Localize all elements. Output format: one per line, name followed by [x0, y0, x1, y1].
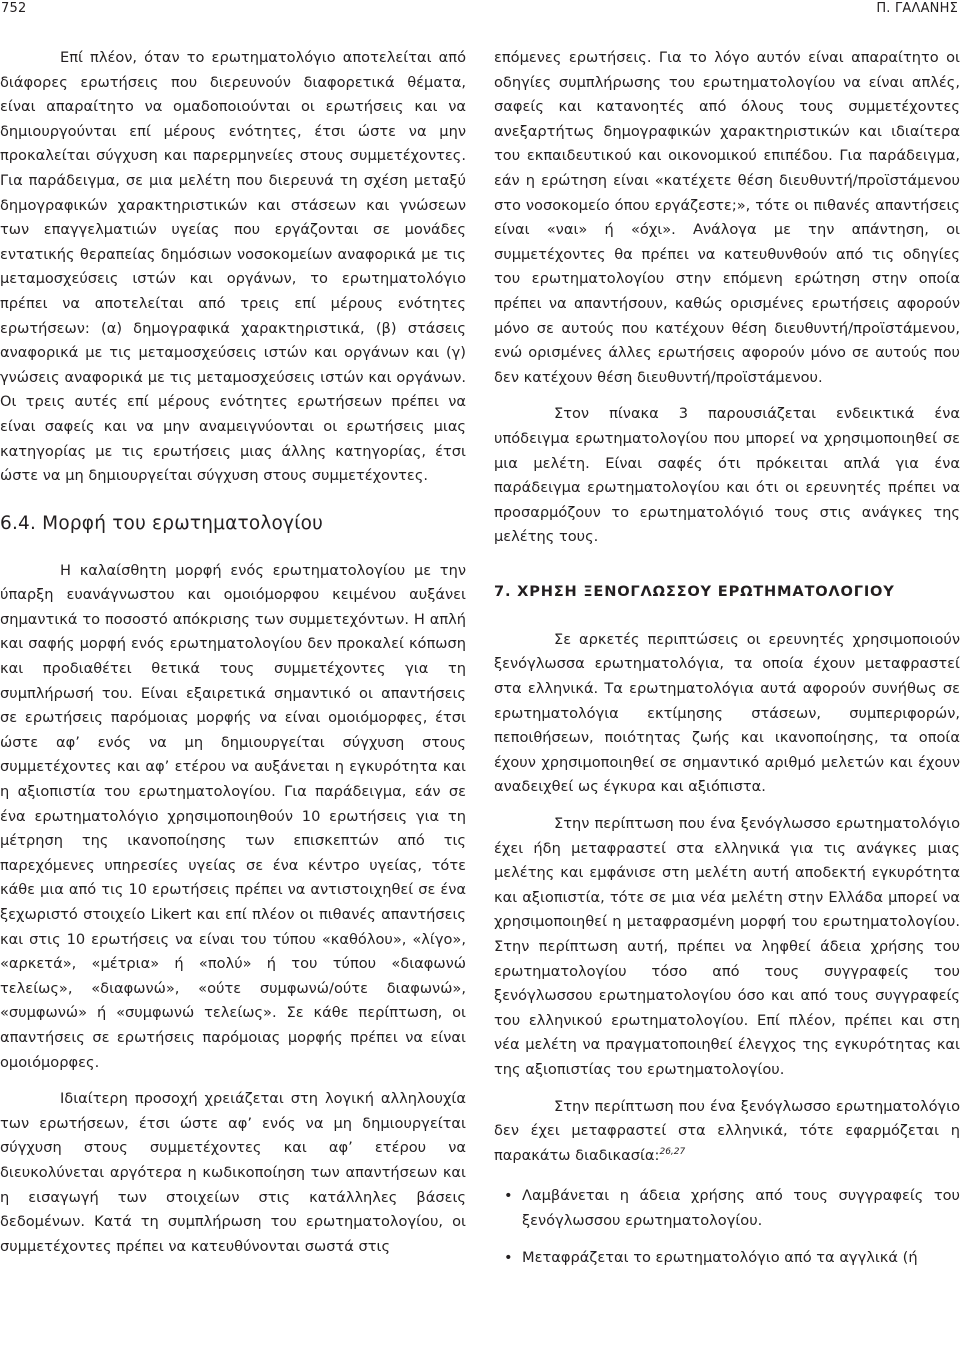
- paragraph-grouping-questions: Επί πλέον, όταν το ερωτηματολόγιο αποτελείται από διάφορες ερωτήσεις που διερευνούν διαφορετικά θέματα, είναι απαραίτητο να ομαδοποιούνται οι ερωτήσεις και να δημιουργούνται επί μέρους ενότητες, έτσι ώστε να μην προκαλείται σύγχυση και παρερμηνείες στους συμμετέχοντες. Για παράδειγμα, σε μια μελέτη που διερευνά τη σχέση μεταξύ δημογραφικών χαρακτηριστικών και στάσεων και γνώσεων των επαγγελματιών υγείας που εργάζονται σε μονάδες εντατικής θεραπείας δημόσιων νοσοκομείων αναφορικά με τις μεταμοσχεύσεις ιστών και οργάνων, το ερωτηματολόγιο πρέπει να αποτελείται από τρεις επί μέρους ενότητες ερωτήσεων: (α) δημογραφικά χαρακτηριστικά, (β) στάσεις αναφορικά με τις μεταμοσχεύσεις ιστών και οργάνων και (γ) γνώσεις αναφορικά με τις μεταμοσχεύσεις ιστών και οργάνων. Οι τρεις αυτές επί μέρους ενότητες ερωτήσεων πρέπει να είναι σαφείς και να μην αναμειγνύονται οι ερωτήσεις μιας κατηγορίας με τις ερωτήσεις μιας άλλης κατηγορίας, έτσι ώστε να μη δημιουργείται σύγχυση στους συμμετέχοντες.: [0, 49, 466, 485]
- running-header: [0, 0, 960, 18]
- paragraph-translated-questionnaire: Στην περίπτωση που ένα ξενόγλωσσο ερωτηματολόγιο έχει ήδη μεταφραστεί στα ελληνικά για τις ανάγκες μιας μελέτης και εμφάνισε στη μελέτη αυτή αποδεκτή εγκυρότητα και αξιοπιστία, τότε σε μια νέα μελέτη στην Ελλάδα μπορεί να χρησιμοποιηθεί η μεταφρασμένη μορφή του ερωτηματολογίου. Στην περίπτωση αυτή, πρέπει να ληφθεί άδεια χρήσης του ερωτηματολογίου τόσο από τους συγγραφείς του ξενόγλωσσου ερωτηματολογίου όσο και από τους συγγραφείς του ελληνικού ερωτηματολογίου. Επί πλέον, πρέπει και στη νέα μελέτη να πραγματοποιηθεί έλεγχος της εγκυρότητας και της αξιοπιστίας του ερωτηματολογίου.: [494, 815, 960, 1078]
- left-column: [0, 46, 466, 1259]
- paragraph-untranslated-text: Στην περίπτωση που ένα ξενόγλωσσο ερωτηματολόγιο δεν έχει μεταφραστεί στα ελληνικά, τότε εφαρμόζεται η παρακάτω διαδικασία:: [494, 1097, 960, 1164]
- paragraph-foreign-questionnaires: Σε αρκετές περιπτώσεις οι ερευνητές χρησιμοποιούν ξενόγλωσσα ερωτηματολόγια, τα οποία έχουν μεταφραστεί στα ελληνικά. Τα ερωτηματολόγια αυτά αφορούν συνήθως σε ερωτηματολόγια εκτίμησης στάσεων, συμπεριφορών, πεποιθήσεων, ποιότητας ζωής και ικανοποίησης, τα οποία έχουν χρησιμοποιηθεί σε σημαντικό αριθμό μελετών και έχουν αναδειχθεί ως έγκυρα και αξιόπιστα.: [494, 630, 960, 796]
- chapter-heading-foreign-questionnaire: 7. ΧΡΗΣΗ ΞΕΝΟΓΛΩΣΣΟΥ ΕΡΩΤΗΜΑΤΟΛΟΓΙΟΥ: [494, 582, 895, 600]
- list-item-text: Λαμβάνεται η άδεια χρήσης από τους συγγραφείς του ξενόγλωσσου ερωτηματολογίου.: [522, 1187, 960, 1229]
- bullet-icon: •: [504, 1248, 513, 1266]
- list-item: [494, 1184, 960, 1233]
- running-author: Π. ΓΑΛΑΝΗΣ: [876, 1, 958, 16]
- section-heading-questionnaire-form: 6.4. Μορφή του ερωτηματολογίου: [0, 512, 324, 534]
- paragraph-question-sequence: Ιδιαίτερη προσοχή χρειάζεται στη λογική αλληλουχία των ερωτήσεων, έτσι ώστε αφ’ ενός να μη δημιουργείται σύγχυση στους συμμετέχοντες και αφ’ ετέρου να διευκολύνεται αργότερα η κωδικοποίηση των απαντήσεων και η εισαγωγή των στοιχείων στις κατάλληλες βάσεις δεδομένων. Κατά τη συμπλήρωση του ερωτηματολογίου, οι συμμετέχοντες πρέπει να κατευθύνονται σωστά στις: [0, 1090, 466, 1255]
- paragraph-questionnaire-form: Η καλαίσθητη μορφή ενός ερωτηματολογίου με την ύπαρξη ευανάγνωστου και ομοιόμορφου κειμένου αυξάνει σημαντικά το ποσοστό απόκρισης των συμμετεχόντων. Η απλή και σαφής μορφή ενός ερωτηματολογίου δεν προκαλεί κόπωση και προδιαθέτει θετικά τους συμμετέχοντες για τη συμπλήρωσή του. Είναι εξαιρετικά σημαντικό οι απαντήσεις σε ερωτήσεις παρόμοιας μορφής να είναι ομοιόμορφες, έτσι ώστε αφ’ ενός να μη δημιουργείται σύγχυση στους συμμετέχοντες και αφ’ ετέρου να αυξάνεται η εγκυρότητα και η αξιοπιστία του ερωτηματολογίου. Για παράδειγμα, εάν σε ένα ερωτηματολόγιο χρησιμοποιηθούν 10 ερωτήσεις για τη μέτρηση της ικανοποίησης των επισκεπτών από τις παρεχόμενες υπηρεσίες υγείας σε ένα κέντρο υγείας, τότε κάθε μια από τις 10 ερωτήσεις πρέπει να αντιστοιχηθεί σε ένα ξεχωριστό στοιχείο Likert και επί πλέον οι πιθανές απαντήσεις και στις 10 ερωτήσεις να είναι του τύπου «καθόλου», «λίγο», «αρκετά», «μέτρια» ή «πολύ» ή του τύπου «διαφωνώ τελείως», «διαφωνώ», «ούτε συμφωνώ/ούτε διαφωνώ», «συμφωνώ» ή «συμφωνώ τελείως». Σε κάθε περίπτωση, οι απαντήσεις σε ερωτήσεις παρόμοιας μορφής πρέπει να είναι ομοιόμορφες.: [0, 561, 466, 1071]
- list-item-text: Μεταφράζεται το ερωτηματολόγιο από τα αγγλικά (ή: [522, 1248, 918, 1266]
- procedure-list: [494, 1184, 960, 1270]
- paragraph-instructions: επόμενες ερωτήσεις. Για το λόγο αυτόν είναι απαραίτητο οι οδηγίες συμπλήρωσης του ερωτηματολογίου να είναι απλές, σαφείς και κατανοητές από όλους τους συμμετέχοντες ανεξαρτήτως δημογραφικών χαρακτηριστικών και ιδιαίτερα του εκπαιδευτικού και οικονομικού επιπέδου. Για παράδειγμα, εάν η ερώτηση είναι «κατέχετε θέση διευθυντή/προϊστάμενου στο νοσοκομείο όπου εργάζεστε;», τότε οι πιθανές απαντήσεις είναι «ναι» ή «όχι». Ανάλογα με την απάντηση, οι συμμετέχοντες θα πρέπει να κατευθυνθούν από τις οδηγίες του ερωτηματολογίου στην επόμενη ερώτηση στην οποία πρέπει να απαντήσουν, καθώς ορισμένες ερωτήσεις αφορούν μόνο σε αυτούς που κατέχουν θέση διευθυντή/προϊστάμενου, ενώ ορισμένες άλλες ερωτήσεις αφορούν μόνο σε αυτούς που δεν κατέχουν θέση διευθυντή/προϊστάμενου.: [494, 49, 960, 386]
- right-column: [494, 46, 960, 1282]
- page-number: 752: [1, 1, 27, 16]
- paragraph-table-3-reference: Στον πίνακα 3 παρουσιάζεται ενδεικτικά ένα υπόδειγμα ερωτηματολογίου που μπορεί να χρησιμοποιηθεί σε μια μελέτη. Είναι σαφές ότι πρόκειται απλά για ένα παράδειγμα ερωτηματολογίου και ότι οι ερευνητές πρέπει να προσαρμόζουν το ερωτηματολόγιό τους στις ανάγκες της μελέτης τους.: [494, 405, 960, 546]
- bullet-icon: •: [504, 1187, 513, 1205]
- list-item: [494, 1246, 960, 1271]
- citation-superscript: 26,27: [659, 1146, 686, 1157]
- paragraph-untranslated-questionnaire: [494, 1095, 960, 1169]
